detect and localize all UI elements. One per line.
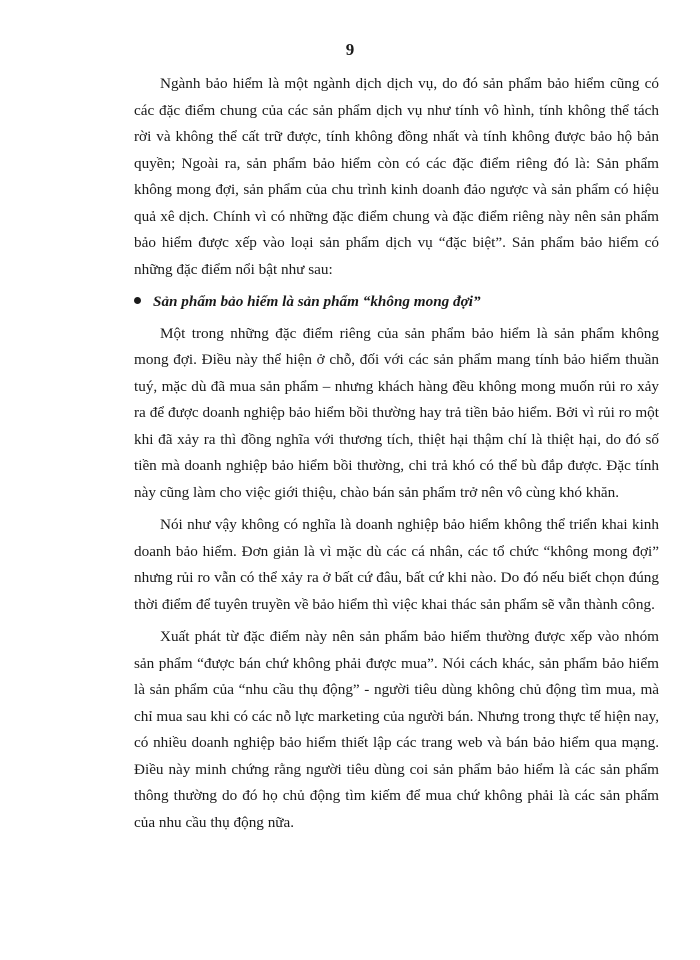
bullet-heading-text: Sản phẩm bảo hiểm là sản phẩm “không mong đợi” [153, 293, 481, 310]
paragraph-sold-not-bought: Xuất phát từ đặc điểm này nên sản phẩm bảo hiểm thường được xếp vào nhóm sản phẩm “được bán chứ không phải được mua”. Nói cách khác, sản phẩm bảo hiểm là sản phẩm của “nhu cầu thụ động” - người tiêu dùng không chủ động tìm mua, mà chỉ mua sau khi có các nỗ lực marketing của người bán. Nhưng trong thực tế hiện nay, có nhiều doanh nghiệp bảo hiểm thiết lập các trang web và bán bảo hiểm qua mạng. Điều này minh chứng rằng người tiêu dùng coi sản phẩm bảo hiểm là các sản phẩm thông thường do đó họ chủ động tìm kiếm để mua chứ không phải là các sản phẩm của nhu cầu thụ động nữa. [134, 628, 659, 831]
document-body [134, 71, 659, 836]
paragraph-business-feasibility: Nói như vậy không có nghĩa là doanh nghiệp bảo hiểm không thể triển khai kinh doanh bảo hiểm. Đơn giản là vì mặc dù các cá nhân, các tổ chức “không mong đợi” nhưng rủi ro vẫn có thể xảy ra ở bất cứ đâu, bất cứ khi nào. Do đó nếu biết chọn đúng thời điểm để tuyên truyền về bảo hiểm thì việc khai thác sản phẩm sẽ vẫn thành công. [134, 516, 659, 613]
bullet-icon [134, 297, 141, 304]
paragraph-intro: Ngành bảo hiểm là một ngành dịch dịch vụ, do đó sản phẩm bảo hiểm cũng có các đặc điểm chung của các sản phẩm dịch vụ như tính vô hình, tính không thể tách rời và không thể cất trữ được, tính không đồng nhất và tính không được bảo hộ bản quyền; Ngoài ra, sản phẩm bảo hiểm còn có các đặc điểm riêng đó là: Sản phẩm không mong đợi, sản phẩm của chu trình kinh doanh đảo ngược và sản phẩm có hiệu quả xê dịch. Chính vì có những đặc điểm chung và đặc điểm riêng này nên sản phẩm bảo hiểm được xếp vào loại sản phẩm dịch vụ “đặc biệt”. Sản phẩm bảo hiểm có những đặc điểm nổi bật như sau: [134, 75, 659, 278]
page-number: 9 [345, 40, 355, 59]
paragraph-unexpected-product: Một trong những đặc điểm riêng của sản phẩm bảo hiểm là sản phẩm không mong đợi. Điều này thể hiện ở chỗ, đối với các sản phẩm mang tính bảo hiểm thuần tuý, mặc dù đã mua sản phẩm – nhưng khách hàng đều không mong muốn rủi ro xảy ra để được doanh nghiệp bảo hiểm bồi thường hay trả tiền bảo hiểm. Bởi vì rủi ro một khi đã xảy ra thì đồng nghĩa với thương tích, thiệt hại thậm chí là thiệt hại, do đó số tiền mà doanh nghiệp bảo hiểm bồi thường, chi trả khó có thể bù đắp được. Đặc tính này cũng làm cho việc giới thiệu, chào bán sản phẩm trở nên vô cùng khó khăn. [134, 324, 659, 501]
bullet-heading [134, 289, 659, 316]
